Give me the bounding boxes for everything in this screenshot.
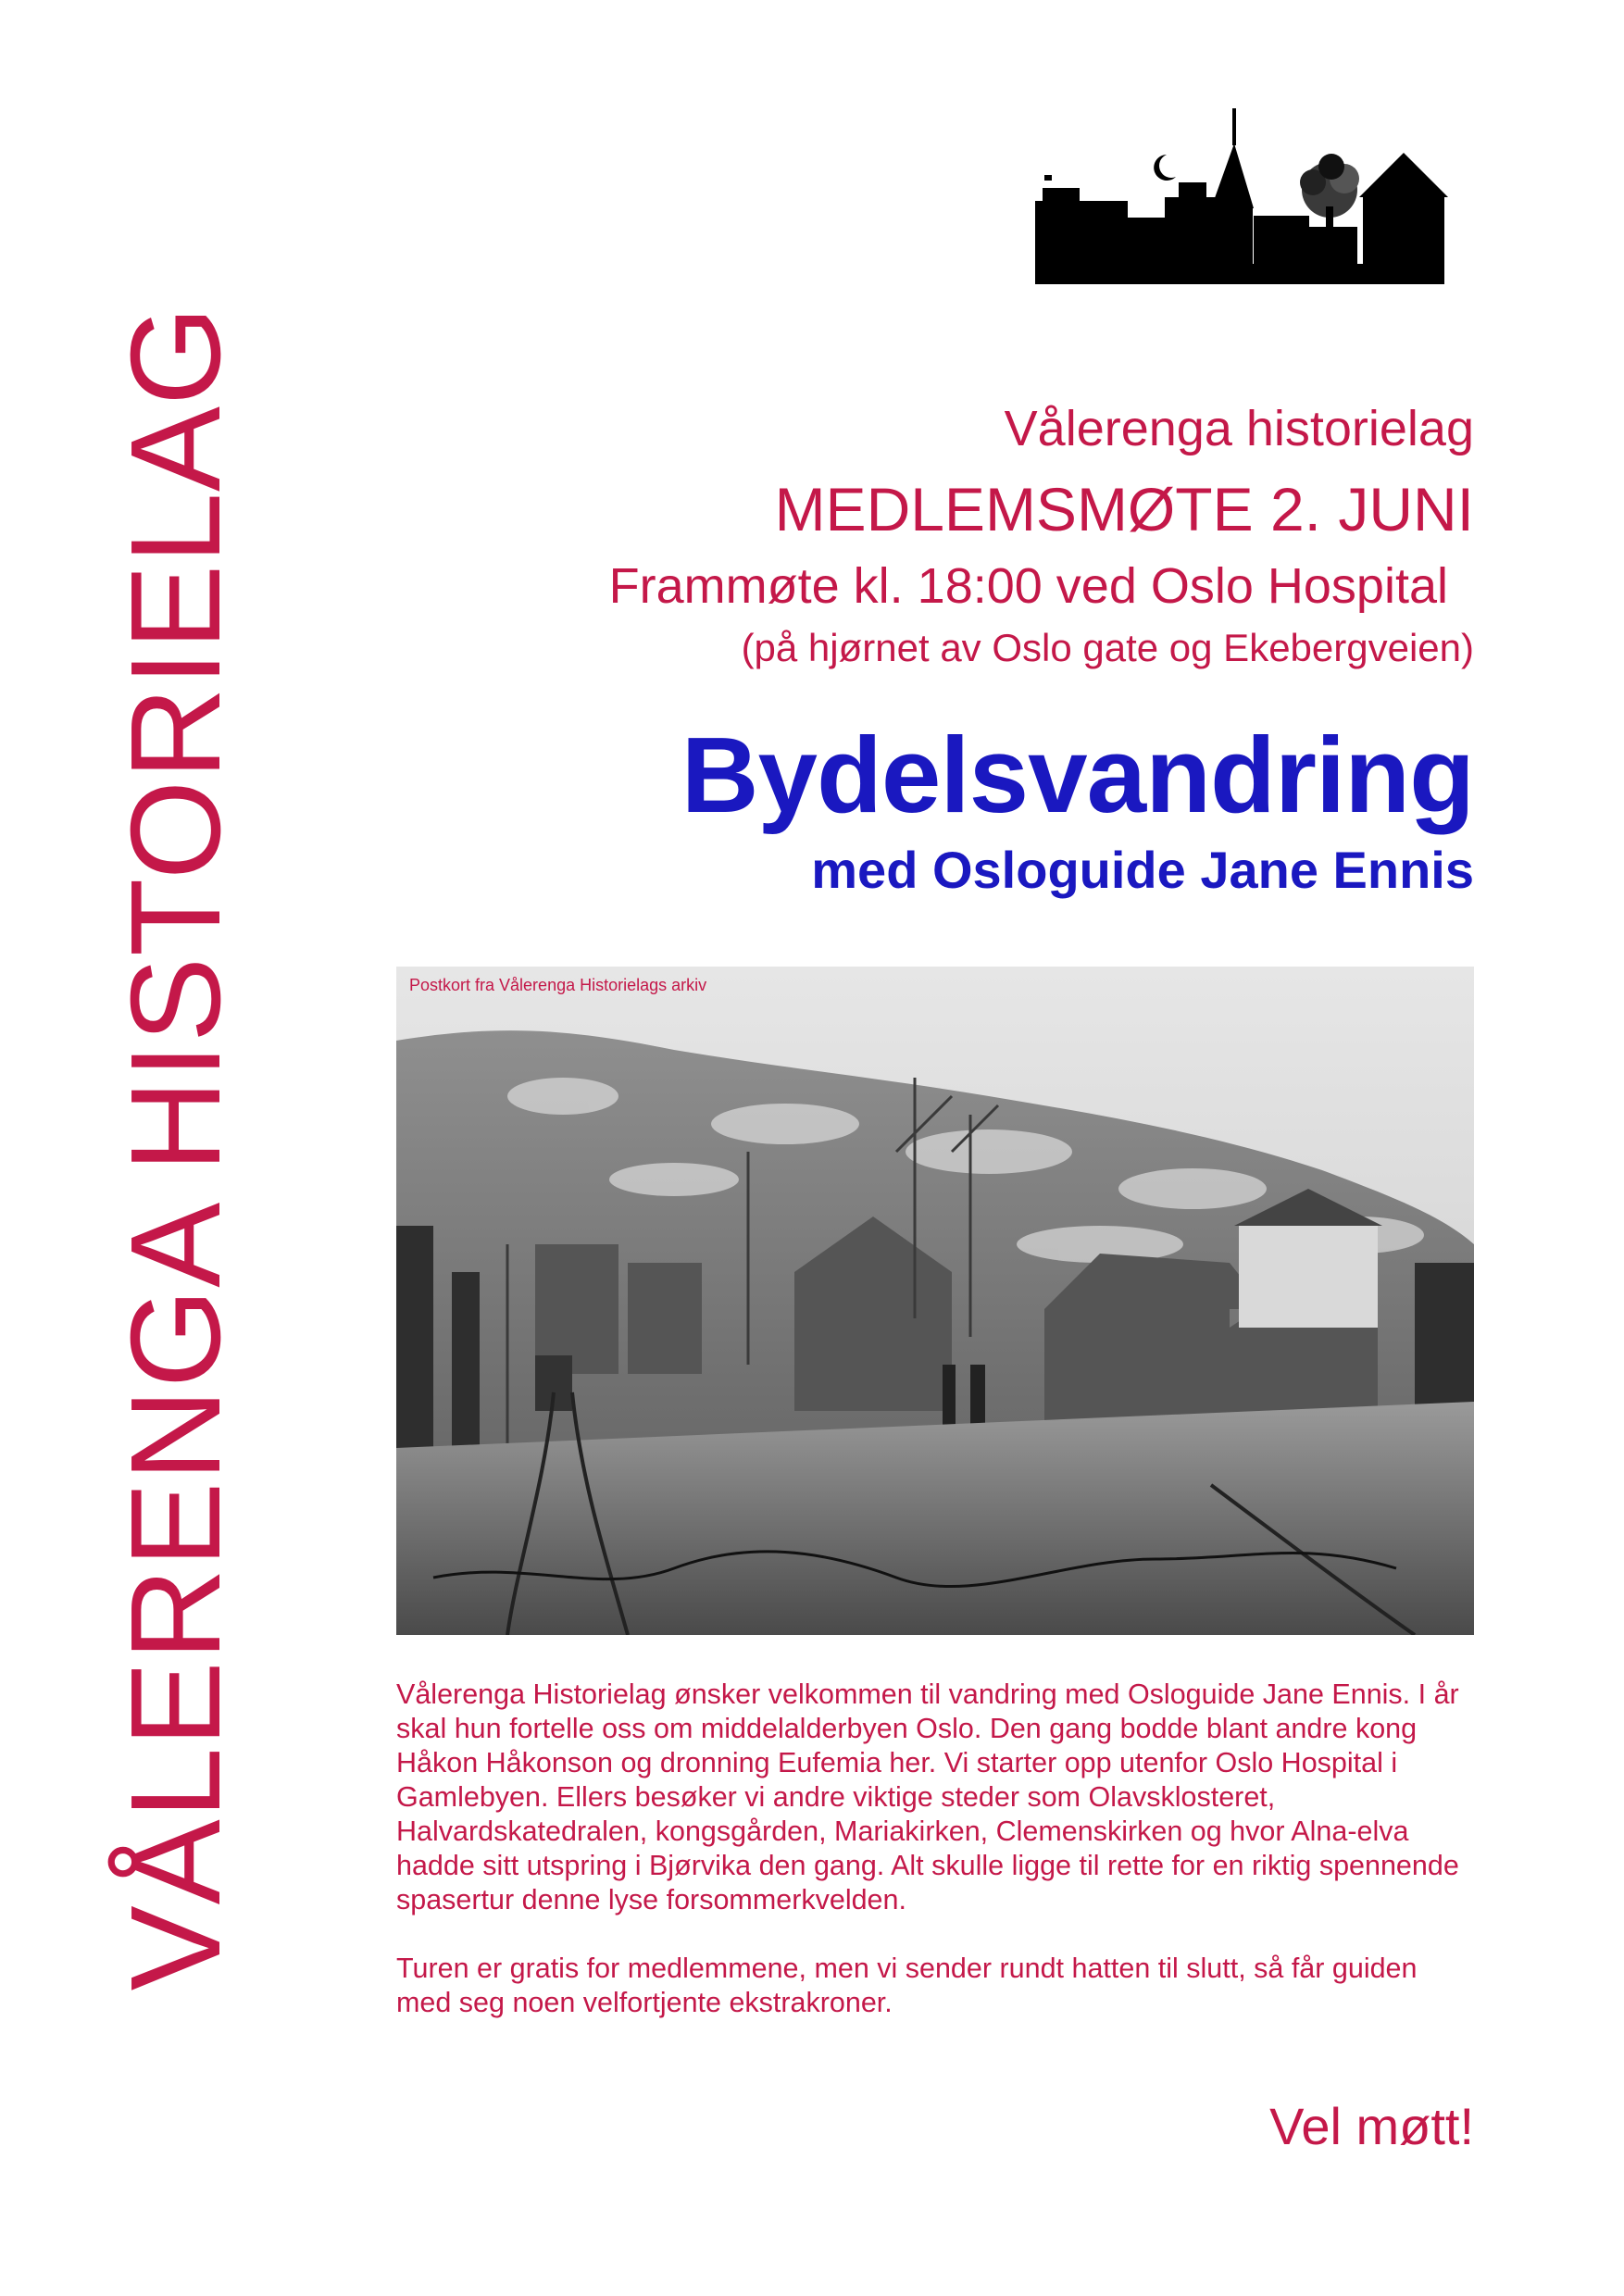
postcard-scene [396, 967, 1474, 1635]
meeting-place: (på hjørnet av Oslo gate og Ekebergveien) [741, 626, 1474, 669]
body-paragraph-1: Vålerenga Historielag ønsker velkommen til vandring med Osloguide Jane Ennis. I år skal hun fortelle oss om middelalderbyen Oslo. Den gang bodde blant andre kong Håkon Håkonson og dronning Eufemia her. Vi starter opp utenfor Oslo Hospital i Gamlebyen. Ellers besøker vi andre viktige steder som Olavsklosteret, Halvardskatedralen, kongsgården, Mariakirken, Clemenskirken og hvor Alna-elva hadde sitt utspring i Bjørvika den gang. Alt skulle ligge til rette for en riktig spennende spasertur denne lyse forsommerkvelden. [396, 1678, 1459, 1915]
side-title: VÅLERENGA HISTORIELAG [105, 305, 247, 1991]
historic-postcard-photo [396, 967, 1474, 1635]
meeting-time: Frammøte kl. 18:00 ved Oslo Hospital [608, 558, 1448, 614]
event-subtitle: med Osloguide Jane Ennis [811, 841, 1474, 899]
org-name: Vålerenga historielag [1004, 401, 1474, 456]
body-text [396, 1678, 1470, 2020]
meeting-title: MEDLEMSMØTE 2. JUNI [774, 475, 1474, 543]
body-paragraph-2: Turen er gratis for medlemmene, men vi sender rundt hatten til slutt, så får guiden med seg noen velfortjente ekstrakroner. [396, 1953, 1418, 2018]
event-title: Bydelsvandring [681, 715, 1474, 835]
town-silhouette-icon [1026, 97, 1461, 287]
sign-off: Vel møtt! [1269, 2097, 1474, 2155]
photo-caption: Postkort fra Vålerenga Historielags arkiv [409, 976, 707, 994]
